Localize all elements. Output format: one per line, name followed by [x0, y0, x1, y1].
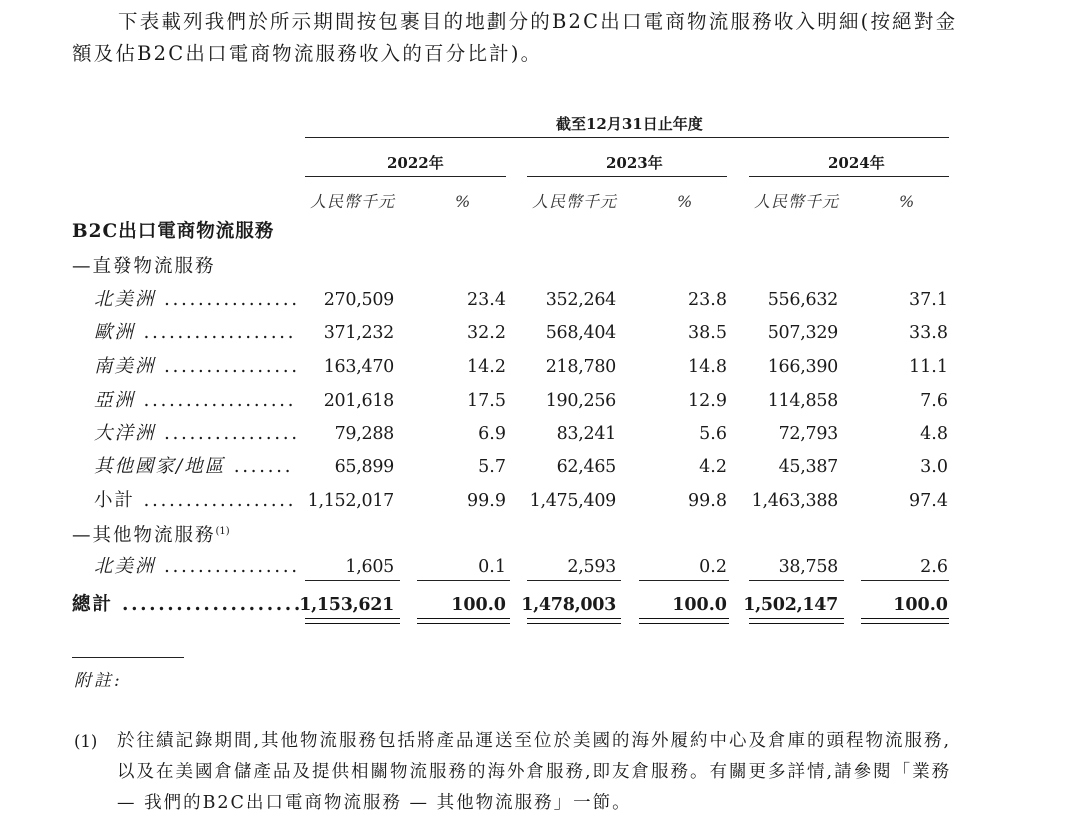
total-cell-1: 100.0	[451, 595, 506, 615]
year-2024-rule	[749, 176, 949, 177]
subtotal-row-leader-dots: ..................	[135, 490, 297, 511]
subtotal-row-cell-1: 99.9	[467, 491, 506, 511]
direct-row-5-cell-5: 3.0	[920, 457, 948, 477]
year-2023-rule	[527, 176, 727, 177]
subtotal-rule-4	[639, 580, 729, 581]
direct-row-1-leader-dots: ..................	[135, 322, 297, 343]
group-direct-title: —直發物流服務	[72, 256, 216, 277]
direct-row-2-leader-dots: ................	[155, 356, 300, 377]
year-2022-rule	[305, 176, 506, 177]
other-row-0-cell-3: 0.2	[699, 557, 727, 577]
other-row-0-cell-2: 2,593	[567, 557, 616, 577]
subtotal-row-label-text: 小計	[94, 490, 136, 511]
unit-amount-2024: 人民幣千元	[754, 192, 840, 211]
direct-row-3-cell-0: 201,618	[323, 391, 394, 411]
direct-row-4-cell-3: 5.6	[699, 424, 727, 444]
direct-row-2-cell-1: 14.2	[467, 357, 506, 377]
header-rule	[305, 137, 949, 138]
direct-row-3-leader-dots: ..................	[135, 390, 297, 411]
direct-row-2-label	[94, 356, 300, 378]
subtotal-row-cell-3: 99.8	[688, 491, 727, 511]
direct-row-0-cell-3: 23.8	[688, 290, 727, 310]
total-double-rule-6	[861, 618, 949, 624]
year-2022-header: 2022年	[387, 154, 444, 172]
other-row-0-cell-0: 1,605	[345, 557, 394, 577]
subtotal-row-cell-5: 97.4	[909, 491, 948, 511]
footnote-number: (1)	[74, 732, 98, 751]
direct-row-5-label	[94, 456, 293, 478]
intro-paragraph: 下表載列我們於所示期間按包裹目的地劃分的B2C出口電商物流服務收入明細(按絕對金額及佔B2C出口電商物流服務收入的百分比計)。	[72, 10, 958, 65]
direct-row-2-cell-5: 11.1	[909, 357, 948, 377]
subtotal-rule-3	[527, 580, 621, 581]
direct-row-3-cell-2: 190,256	[545, 391, 616, 411]
direct-row-0-label-text: 北美洲	[94, 289, 156, 310]
direct-row-3-cell-3: 12.9	[688, 391, 727, 411]
other-row-0-label-text: 北美洲	[94, 556, 156, 577]
notes-heading: 附註:	[74, 671, 123, 691]
total-cell-2: 1,478,003	[521, 595, 616, 615]
direct-row-4-label	[94, 423, 300, 445]
total-label-text: 總計	[72, 594, 114, 615]
other-row-0-label	[94, 556, 300, 578]
direct-row-0-cell-1: 23.4	[467, 290, 506, 310]
subtotal-row-cell-4: 1,463,388	[751, 491, 838, 511]
direct-row-1-cell-0: 371,232	[323, 323, 394, 343]
direct-row-2-cell-2: 218,780	[545, 357, 616, 377]
direct-row-1-cell-4: 507,329	[767, 323, 838, 343]
direct-row-1-label-text: 歐洲	[94, 322, 136, 343]
direct-row-0-cell-5: 37.1	[909, 290, 948, 310]
total-double-rule-2	[417, 618, 510, 624]
direct-row-5-cell-0: 65,899	[334, 457, 394, 477]
direct-row-0-cell-0: 270,509	[323, 290, 394, 310]
direct-row-1-cell-5: 33.8	[909, 323, 948, 343]
total-cell-4: 1,502,147	[743, 595, 838, 615]
other-row-0-leader-dots: ................	[155, 556, 300, 577]
direct-row-4-cell-1: 6.9	[478, 424, 506, 444]
direct-row-0-cell-2: 352,264	[545, 290, 616, 310]
direct-row-4-cell-2: 83,241	[556, 424, 616, 444]
group-other-note-ref: (1)	[215, 526, 230, 537]
direct-row-5-cell-4: 45,387	[778, 457, 838, 477]
total-cell-0: 1,153,621	[299, 595, 394, 615]
total-label	[72, 594, 303, 616]
direct-row-4-label-text: 大洋洲	[94, 423, 156, 444]
other-row-0-cell-4: 38,758	[778, 557, 838, 577]
direct-row-5-cell-2: 62,465	[556, 457, 616, 477]
direct-row-1-cell-2: 568,404	[545, 323, 616, 343]
notes-divider	[72, 657, 184, 658]
direct-row-4-leader-dots: ................	[155, 423, 300, 444]
unit-amount-2023: 人民幣千元	[532, 192, 618, 211]
total-double-rule-4	[639, 618, 729, 624]
group-other-label: —其他物流服務	[72, 525, 216, 547]
direct-row-0-cell-4: 556,632	[767, 290, 838, 310]
direct-row-3-cell-4: 114,858	[767, 391, 838, 411]
direct-row-4-cell-0: 79,288	[334, 424, 394, 444]
direct-row-2-cell-3: 14.8	[688, 357, 727, 377]
subtotal-rule-6	[861, 580, 949, 581]
direct-row-1-cell-3: 38.5	[688, 323, 727, 343]
unit-pct-2022: %	[455, 192, 472, 211]
direct-row-2-cell-4: 166,390	[767, 357, 838, 377]
subtotal-row-cell-0: 1,152,017	[307, 491, 394, 511]
subtotal-rule-5	[749, 580, 844, 581]
subtotal-row-cell-2: 1,475,409	[529, 491, 616, 511]
section-title: B2C出口電商物流服務	[72, 221, 275, 242]
year-2023-header: 2023年	[606, 154, 663, 172]
total-cell-3: 100.0	[672, 595, 727, 615]
total-leader-dots: ....................	[113, 594, 303, 615]
direct-row-0-label	[94, 289, 300, 311]
year-2024-header: 2024年	[828, 154, 885, 172]
other-row-0-cell-5: 2.6	[920, 557, 948, 577]
total-double-rule-5	[749, 618, 844, 624]
direct-row-3-cell-5: 7.6	[920, 391, 948, 411]
subtotal-rule-2	[417, 580, 510, 581]
total-double-rule-3	[527, 618, 621, 624]
group-other-title	[72, 521, 230, 547]
direct-row-1-cell-1: 32.2	[467, 323, 506, 343]
unit-pct-2024: %	[899, 192, 916, 211]
direct-row-5-leader-dots: .......	[225, 456, 294, 477]
direct-row-3-label-text: 亞洲	[94, 390, 136, 411]
direct-row-5-cell-1: 5.7	[478, 457, 506, 477]
direct-row-4-cell-5: 4.8	[920, 424, 948, 444]
total-double-rule-1	[305, 618, 400, 624]
direct-row-3-cell-1: 17.5	[467, 391, 506, 411]
unit-amount-2022: 人民幣千元	[310, 192, 396, 211]
footnote-text: 於往績記錄期間,其他物流服務包括將產品運送至位於美國的海外履約中心及倉庫的頭程物流服務,以及在美國倉儲產品及提供相關物流服務的海外倉服務,即友倉服務。有關更多詳情,請參閱「業務 — 我們的B2C出口電商物流服務 — 其他物流服務」一節。	[117, 731, 952, 813]
subtotal-row-label	[94, 490, 296, 512]
direct-row-0-leader-dots: ................	[155, 289, 300, 310]
direct-row-1-label	[94, 322, 296, 344]
direct-row-5-label-text: 其他國家/地區	[94, 456, 226, 477]
direct-row-2-cell-0: 163,470	[323, 357, 394, 377]
total-cell-5: 100.0	[893, 595, 948, 615]
unit-pct-2023: %	[677, 192, 694, 211]
direct-row-5-cell-3: 4.2	[699, 457, 727, 477]
subtotal-rule-1	[305, 580, 400, 581]
direct-row-3-label	[94, 390, 296, 412]
period-header: 截至12月31日止年度	[556, 115, 703, 133]
direct-row-2-label-text: 南美洲	[94, 356, 156, 377]
direct-row-4-cell-4: 72,793	[778, 424, 838, 444]
other-row-0-cell-1: 0.1	[478, 557, 506, 577]
